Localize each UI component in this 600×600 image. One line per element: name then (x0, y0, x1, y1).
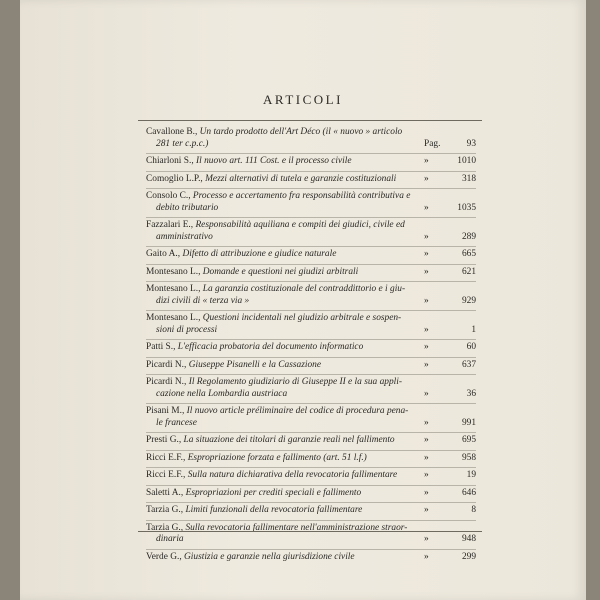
page-marker: » (424, 266, 429, 277)
index-entry (146, 550, 476, 567)
page-marker: » (424, 359, 429, 370)
entry-author: Chiarloni S., (146, 156, 194, 166)
entry-author: Picardi N., (146, 377, 187, 387)
page-reference (420, 139, 476, 151)
entry-title: Il nuovo art. 111 Cost. e il processo civile (196, 156, 352, 166)
entry-author: Fazzalari E., (146, 220, 194, 230)
page-marker: » (424, 435, 429, 445)
entry-text (146, 342, 420, 354)
entry-title: Mezzi alternativi di tutela e garanzie costituzionali (205, 173, 397, 184)
entry-text (146, 156, 420, 168)
page-marker: » (424, 505, 429, 515)
entry-author: Montesano L., (146, 266, 201, 277)
index-entry (146, 375, 476, 404)
page-number: 60 (466, 342, 476, 352)
page-reference (420, 488, 476, 500)
entry-text (146, 191, 420, 214)
page-number: 1 (471, 324, 476, 335)
entry-text (146, 220, 420, 243)
page-marker: » (424, 470, 429, 480)
entry-author: Tarzia G., (146, 522, 184, 533)
index-entry (146, 247, 476, 265)
entry-author: Saletti A., (146, 487, 184, 498)
page-marker: » (424, 342, 429, 352)
page-number: 637 (461, 359, 476, 370)
page-reference (420, 203, 476, 215)
entry-title: Espropriazione forzata e fallimento (art. 51 l.f.) (187, 452, 367, 463)
page-reference (420, 296, 476, 308)
section-heading: ARTICOLI (263, 92, 343, 107)
page-number: 318 (461, 173, 476, 184)
page-marker: » (424, 295, 429, 306)
page-marker: » (424, 324, 429, 335)
entry-text (146, 488, 420, 500)
index-entry (146, 358, 476, 376)
page-marker: » (424, 417, 429, 428)
page-reference (420, 505, 476, 517)
index-entry (146, 311, 476, 340)
entry-title: Difetto di attribuzione e giudice naturale (182, 249, 337, 259)
page-number: 289 (461, 231, 476, 242)
page-reference (420, 418, 476, 430)
article-index-list (146, 125, 476, 566)
entry-title-continued: dinaria (156, 534, 184, 544)
index-entry (146, 189, 476, 218)
entry-author: Ricci E.F., (146, 470, 186, 480)
entry-title: L'efficacia probatoria del documento informatico (177, 342, 364, 352)
page-marker: » (424, 202, 429, 213)
page-marker: » (424, 156, 429, 166)
page-marker: » (424, 487, 429, 498)
index-entry (146, 265, 476, 283)
page-number: 948 (461, 534, 476, 544)
entry-title-continued: debito tributario (156, 202, 219, 213)
entry-title: Domande e questioni nei giudizi arbitrali (202, 266, 359, 277)
page-reference (420, 325, 476, 337)
bottom-rule (138, 531, 482, 532)
entry-title-continued: 281 ter c.p.c.) (156, 138, 209, 149)
entry-title: La situazione dei titolari di garanzie reali nel fallimento (183, 435, 395, 445)
page-number: 299 (461, 551, 476, 562)
page-reference (420, 389, 476, 401)
page-reference (420, 232, 476, 244)
entry-title: Limiti funzionali della revocatoria fallimentare (185, 505, 363, 515)
page-reference (420, 435, 476, 447)
page-reference (420, 470, 476, 482)
entry-title: Espropriazioni per crediti speciali e fallimento (185, 487, 362, 498)
entry-title-continued: le francese (156, 417, 197, 428)
entry-author: Verde G., (146, 551, 182, 562)
entry-text (146, 313, 420, 336)
entry-title-continued: dizi civili di « terza via » (156, 295, 250, 306)
page-marker: » (424, 534, 429, 544)
entry-title: Il Regolamento giudiziario di Giuseppe II e la sua appli- (188, 377, 402, 387)
entry-text (146, 552, 420, 564)
entry-title: Un tardo prodotto dell'Art Déco (il « nuovo » articolo (199, 127, 403, 137)
entry-author: Presti G., (146, 435, 182, 445)
entry-author: Montesano L., (146, 284, 201, 294)
page-number: 958 (461, 452, 476, 463)
entry-author: Montesano L., (146, 313, 201, 323)
page-number: 695 (461, 435, 476, 445)
page-reference (420, 156, 476, 168)
page-number: 665 (461, 249, 476, 259)
entry-text (146, 127, 420, 150)
index-entry (146, 468, 476, 486)
entry-title: Sulla natura dichiarativa della revocatoria fallimentare (187, 470, 398, 480)
entry-text (146, 406, 420, 429)
entry-title-continued: cazione nella Lombardia austriaca (156, 388, 288, 399)
entry-text (146, 523, 420, 546)
index-entry (146, 172, 476, 190)
page-marker: » (424, 551, 429, 562)
page-number: 1035 (457, 202, 476, 213)
page-number: 1010 (457, 156, 476, 166)
index-entry (146, 218, 476, 247)
entry-author: Comoglio L.P., (146, 173, 203, 184)
entry-text (146, 505, 420, 517)
index-entry (146, 521, 476, 550)
entry-text (146, 284, 420, 307)
page-number: 621 (461, 266, 476, 277)
index-entry (146, 125, 476, 154)
page-reference (420, 249, 476, 261)
page-number: 646 (461, 487, 476, 498)
page-marker: Pag. (424, 138, 441, 149)
index-entry (146, 503, 476, 521)
page-reference (420, 453, 476, 465)
index-entry (146, 451, 476, 469)
page-number: 929 (461, 295, 476, 306)
entry-author: Gaito A., (146, 249, 181, 259)
index-entry (146, 340, 476, 358)
entry-title: Il nuovo article préliminaire del codice di procedura pena- (186, 406, 409, 416)
entry-author: Cavallone B., (146, 127, 198, 137)
page-reference (420, 267, 476, 279)
entry-title: Questioni incidentali nel giudizio arbitrale e sospen- (202, 313, 402, 323)
page-marker: » (424, 173, 429, 184)
entry-title: Responsabilità aquiliana e compiti dei giudici, civile ed (195, 220, 405, 230)
index-entry (146, 282, 476, 311)
entry-text (146, 435, 420, 447)
page-number: 991 (461, 417, 476, 428)
page-number: 93 (466, 138, 476, 149)
page-reference (420, 360, 476, 372)
entry-title: Processo e accertamento fra responsabilità contributiva e (192, 191, 411, 201)
index-entry (146, 404, 476, 433)
entry-text (146, 377, 420, 400)
book-page (20, 0, 586, 600)
entry-author: Tarzia G., (146, 505, 184, 515)
entry-text (146, 249, 420, 261)
index-entry (146, 486, 476, 504)
entry-title: Giustizia e garanzie nella giurisdizione civile (184, 551, 355, 562)
entry-title: Giuseppe Pisanelli e la Cassazione (188, 359, 321, 370)
entry-text (146, 174, 420, 186)
page-marker: » (424, 452, 429, 463)
page-number: 19 (466, 470, 476, 480)
entry-author: Picardi N., (146, 359, 187, 370)
page-marker: » (424, 249, 429, 259)
entry-title: Sulla revocatoria fallimentare nell'amministrazione straor- (185, 522, 408, 533)
page-reference (420, 174, 476, 186)
entry-text (146, 267, 420, 279)
entry-text (146, 470, 420, 482)
index-entry (146, 154, 476, 172)
page-number: 8 (471, 505, 476, 515)
page-reference (420, 534, 476, 546)
entry-title-continued: sioni di processi (156, 324, 218, 335)
entry-author: Pisani M., (146, 406, 185, 416)
index-entry (146, 433, 476, 451)
page-reference (420, 342, 476, 354)
page-marker: » (424, 231, 429, 242)
entry-title: La garanzia costituzionale del contraddittorio e i giu- (202, 284, 406, 294)
entry-author: Consolo C., (146, 191, 191, 201)
entry-title-continued: amministrativo (156, 231, 213, 242)
top-rule (138, 120, 482, 121)
page-reference (420, 552, 476, 564)
entry-text (146, 453, 420, 465)
entry-author: Ricci E.F., (146, 452, 186, 463)
entry-author: Patti S., (146, 342, 176, 352)
entry-text (146, 360, 420, 372)
page-number: 36 (466, 388, 476, 399)
page-marker: » (424, 388, 429, 399)
